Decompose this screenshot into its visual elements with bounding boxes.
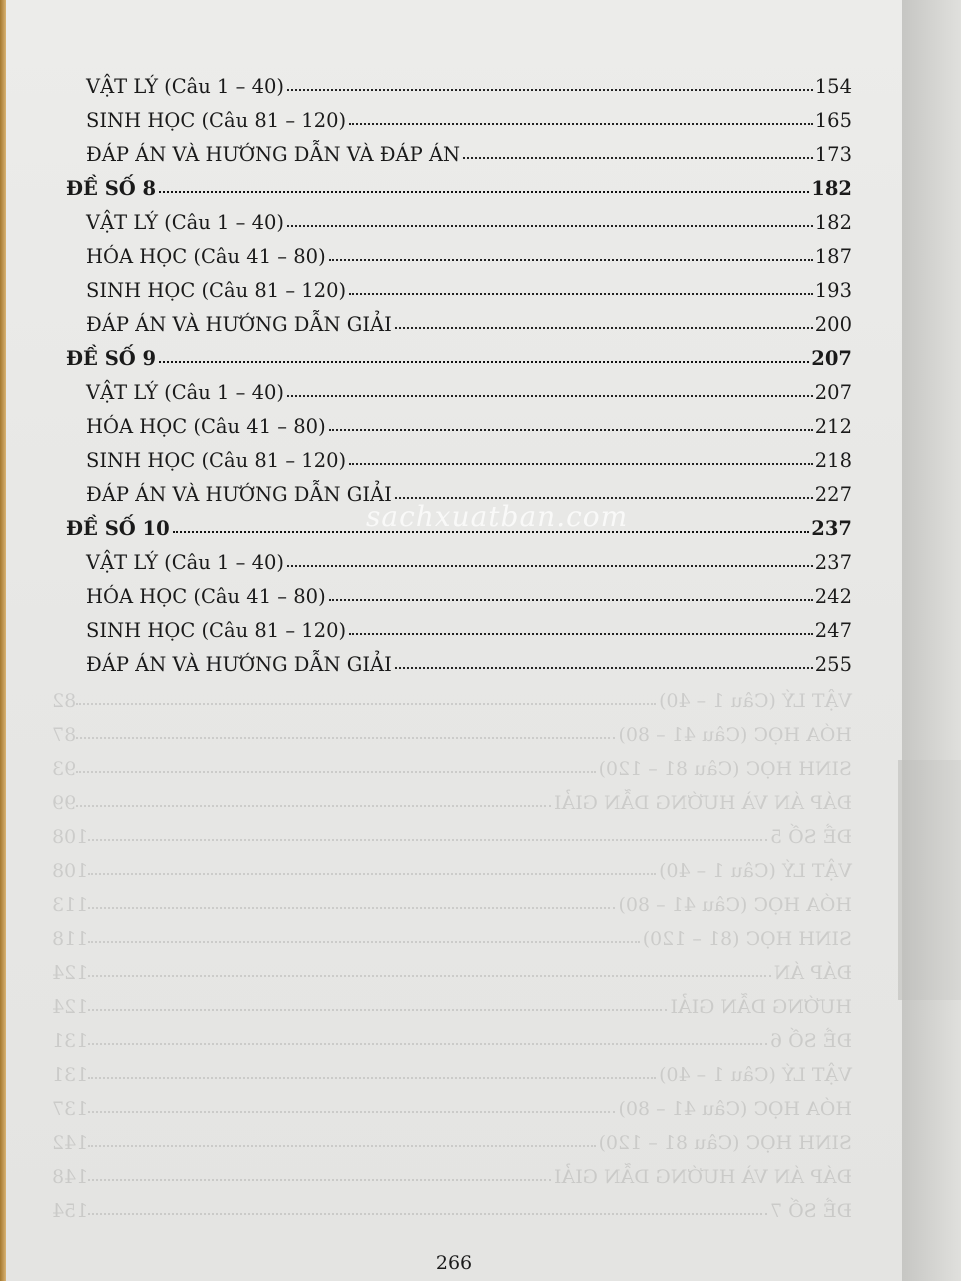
bleed-through-page: 108 bbox=[52, 826, 89, 848]
bleed-through-label: SINH HỌC (Câu 81 – 120) bbox=[598, 1132, 852, 1154]
toc-entry-row bbox=[86, 136, 852, 166]
bleed-through-label: HÓA HỌC (Câu 41 – 80) bbox=[618, 894, 852, 916]
bleed-through-label: SINH HỌC (81 – 120) bbox=[642, 928, 852, 950]
bleed-through-label: HÓA HỌC (Câu 41 – 80) bbox=[618, 1098, 852, 1120]
dot-leader bbox=[287, 225, 813, 227]
dot-leader bbox=[395, 327, 813, 329]
toc-entry-row bbox=[86, 544, 852, 574]
bleed-through-page: 113 bbox=[52, 894, 89, 916]
bleed-through-label: SINH HỌC (Câu 81 – 120) bbox=[598, 758, 852, 780]
toc-entry-label: HÓA HỌC (Câu 41 – 80) bbox=[86, 585, 326, 608]
toc-page-number: 237 bbox=[811, 517, 852, 540]
toc-page-number: 182 bbox=[814, 211, 852, 234]
toc-entry-label: ĐÁP ÁN VÀ HƯỚNG DẪN GIẢI bbox=[86, 313, 392, 336]
toc-entry-row bbox=[86, 102, 852, 132]
bleed-through-page: 124 bbox=[52, 962, 89, 984]
bleed-through-page: 148 bbox=[52, 1166, 89, 1188]
toc-entry-row bbox=[86, 374, 852, 404]
bleed-through-label: ĐỀ SỐ 7 bbox=[770, 1200, 852, 1222]
bleed-through-page: 87 bbox=[52, 724, 77, 746]
toc-page-number: 218 bbox=[814, 449, 852, 472]
toc-entry-label: ĐỀ SỐ 10 bbox=[66, 517, 170, 540]
toc-section-row bbox=[66, 340, 852, 370]
toc-entry-label: HÓA HỌC (Câu 41 – 80) bbox=[86, 245, 326, 268]
bleed-through-page: 108 bbox=[52, 860, 89, 882]
toc-entry-row bbox=[86, 442, 852, 472]
dot-leader bbox=[287, 395, 813, 397]
adjacent-page-edge bbox=[902, 0, 961, 1281]
toc-entry-label: ĐÁP ÁN VÀ HƯỚNG DẪN GIẢI bbox=[86, 653, 392, 676]
toc-entry-row bbox=[86, 238, 852, 268]
toc-page-number: 193 bbox=[814, 279, 852, 302]
toc-entry-row bbox=[86, 306, 852, 336]
toc-entry-row bbox=[86, 408, 852, 438]
dot-leader bbox=[463, 157, 813, 159]
toc-entry-row bbox=[86, 646, 852, 676]
book-page bbox=[6, 0, 902, 1281]
bleed-through-page: 118 bbox=[52, 928, 89, 950]
dot-leader bbox=[329, 429, 813, 431]
bleed-through-page: 99 bbox=[52, 792, 77, 814]
toc-entry-label: ĐỀ SỐ 8 bbox=[66, 177, 157, 200]
bleed-through-page: 124 bbox=[52, 996, 89, 1018]
toc-entry-label: SINH HỌC (Câu 81 – 120) bbox=[86, 449, 347, 472]
toc-entry-row bbox=[86, 272, 852, 302]
bleed-through-label: VẬT LÝ (Câu 1 – 40) bbox=[659, 690, 852, 712]
dot-leader bbox=[287, 89, 813, 91]
bleed-through-label: ĐỀ SỐ 6 bbox=[770, 1030, 852, 1052]
toc-page-number: 212 bbox=[814, 415, 852, 438]
toc-page-number: 173 bbox=[814, 143, 852, 166]
toc-entry-row bbox=[86, 578, 852, 608]
toc-entry-row bbox=[86, 204, 852, 234]
dot-leader bbox=[349, 633, 813, 635]
dot-leader bbox=[349, 123, 813, 125]
dot-leader bbox=[395, 667, 813, 669]
bleed-through-label: VẬT LÝ (Câu 1 – 40) bbox=[659, 860, 852, 882]
dot-leader bbox=[329, 599, 813, 601]
toc-entry-label: HÓA HỌC (Câu 41 – 80) bbox=[86, 415, 326, 438]
bleed-through-label: ĐÁP ÁN bbox=[773, 962, 852, 984]
dot-leader bbox=[159, 361, 809, 363]
dot-leader bbox=[159, 191, 809, 193]
toc-section-row bbox=[66, 170, 852, 200]
page-number: 266 bbox=[435, 1252, 473, 1274]
background-object bbox=[898, 760, 961, 1000]
toc-page-number: 200 bbox=[814, 313, 852, 336]
dot-leader bbox=[349, 293, 813, 295]
toc-page-number: 227 bbox=[814, 483, 852, 506]
toc-page-number: 207 bbox=[814, 381, 852, 404]
dot-leader bbox=[329, 259, 813, 261]
toc-page-number: 242 bbox=[814, 585, 852, 608]
bleed-through-label: ĐỀ SỐ 5 bbox=[770, 826, 852, 848]
toc-entry-label: ĐÁP ÁN VÀ HƯỚNG DẪN VÀ ĐÁP ÁN bbox=[86, 143, 461, 166]
bleed-through-page: 131 bbox=[52, 1064, 89, 1086]
bleed-through-label: VẬT LÝ (Câu 1 – 40) bbox=[659, 1064, 852, 1086]
bleed-through-label: HƯỚNG DẪN GIẢI bbox=[670, 996, 852, 1018]
table-of-contents bbox=[6, 0, 902, 1281]
toc-entry-row bbox=[86, 68, 852, 98]
bleed-through-label: ĐÁP ÁN VÀ HƯỚNG DẪN GIẢI bbox=[554, 792, 852, 814]
toc-page-number: 207 bbox=[811, 347, 852, 370]
dot-leader bbox=[395, 497, 813, 499]
toc-entry-label: ĐÁP ÁN VÀ HƯỚNG DẪN GIẢI bbox=[86, 483, 392, 506]
bleed-through-label: ĐÁP ÁN VÀ HƯỚNG DẪN GIẢI bbox=[554, 1166, 852, 1188]
toc-entry-label: VẬT LÝ (Câu 1 – 40) bbox=[86, 75, 285, 98]
toc-entry-label: ĐỀ SỐ 9 bbox=[66, 347, 157, 370]
toc-entry-label: SINH HỌC (Câu 81 – 120) bbox=[86, 619, 347, 642]
toc-entry-label: SINH HỌC (Câu 81 – 120) bbox=[86, 109, 347, 132]
bleed-through-page: 82 bbox=[52, 690, 77, 712]
toc-page-number: 247 bbox=[814, 619, 852, 642]
toc-page-number: 237 bbox=[814, 551, 852, 574]
toc-entry-label: VẬT LÝ (Câu 1 – 40) bbox=[86, 211, 285, 234]
watermark: sachxuatban.com bbox=[366, 500, 629, 533]
bleed-through-page: 93 bbox=[52, 758, 77, 780]
bleed-through-page: 154 bbox=[52, 1200, 89, 1222]
toc-page-number: 187 bbox=[814, 245, 852, 268]
toc-page-number: 154 bbox=[814, 75, 852, 98]
bleed-through-page: 137 bbox=[52, 1098, 89, 1120]
dot-leader bbox=[349, 463, 813, 465]
toc-page-number: 255 bbox=[814, 653, 852, 676]
toc-entry-label: VẬT LÝ (Câu 1 – 40) bbox=[86, 551, 285, 574]
bleed-through-page: 131 bbox=[52, 1030, 89, 1052]
toc-entry-label: SINH HỌC (Câu 81 – 120) bbox=[86, 279, 347, 302]
toc-entry-label: VẬT LÝ (Câu 1 – 40) bbox=[86, 381, 285, 404]
toc-entry-row bbox=[86, 612, 852, 642]
dot-leader bbox=[287, 565, 813, 567]
bleed-through-label: HÓA HỌC (Câu 41 – 80) bbox=[618, 724, 852, 746]
toc-page-number: 165 bbox=[814, 109, 852, 132]
toc-page-number: 182 bbox=[811, 177, 852, 200]
bleed-through-page: 142 bbox=[52, 1132, 89, 1154]
